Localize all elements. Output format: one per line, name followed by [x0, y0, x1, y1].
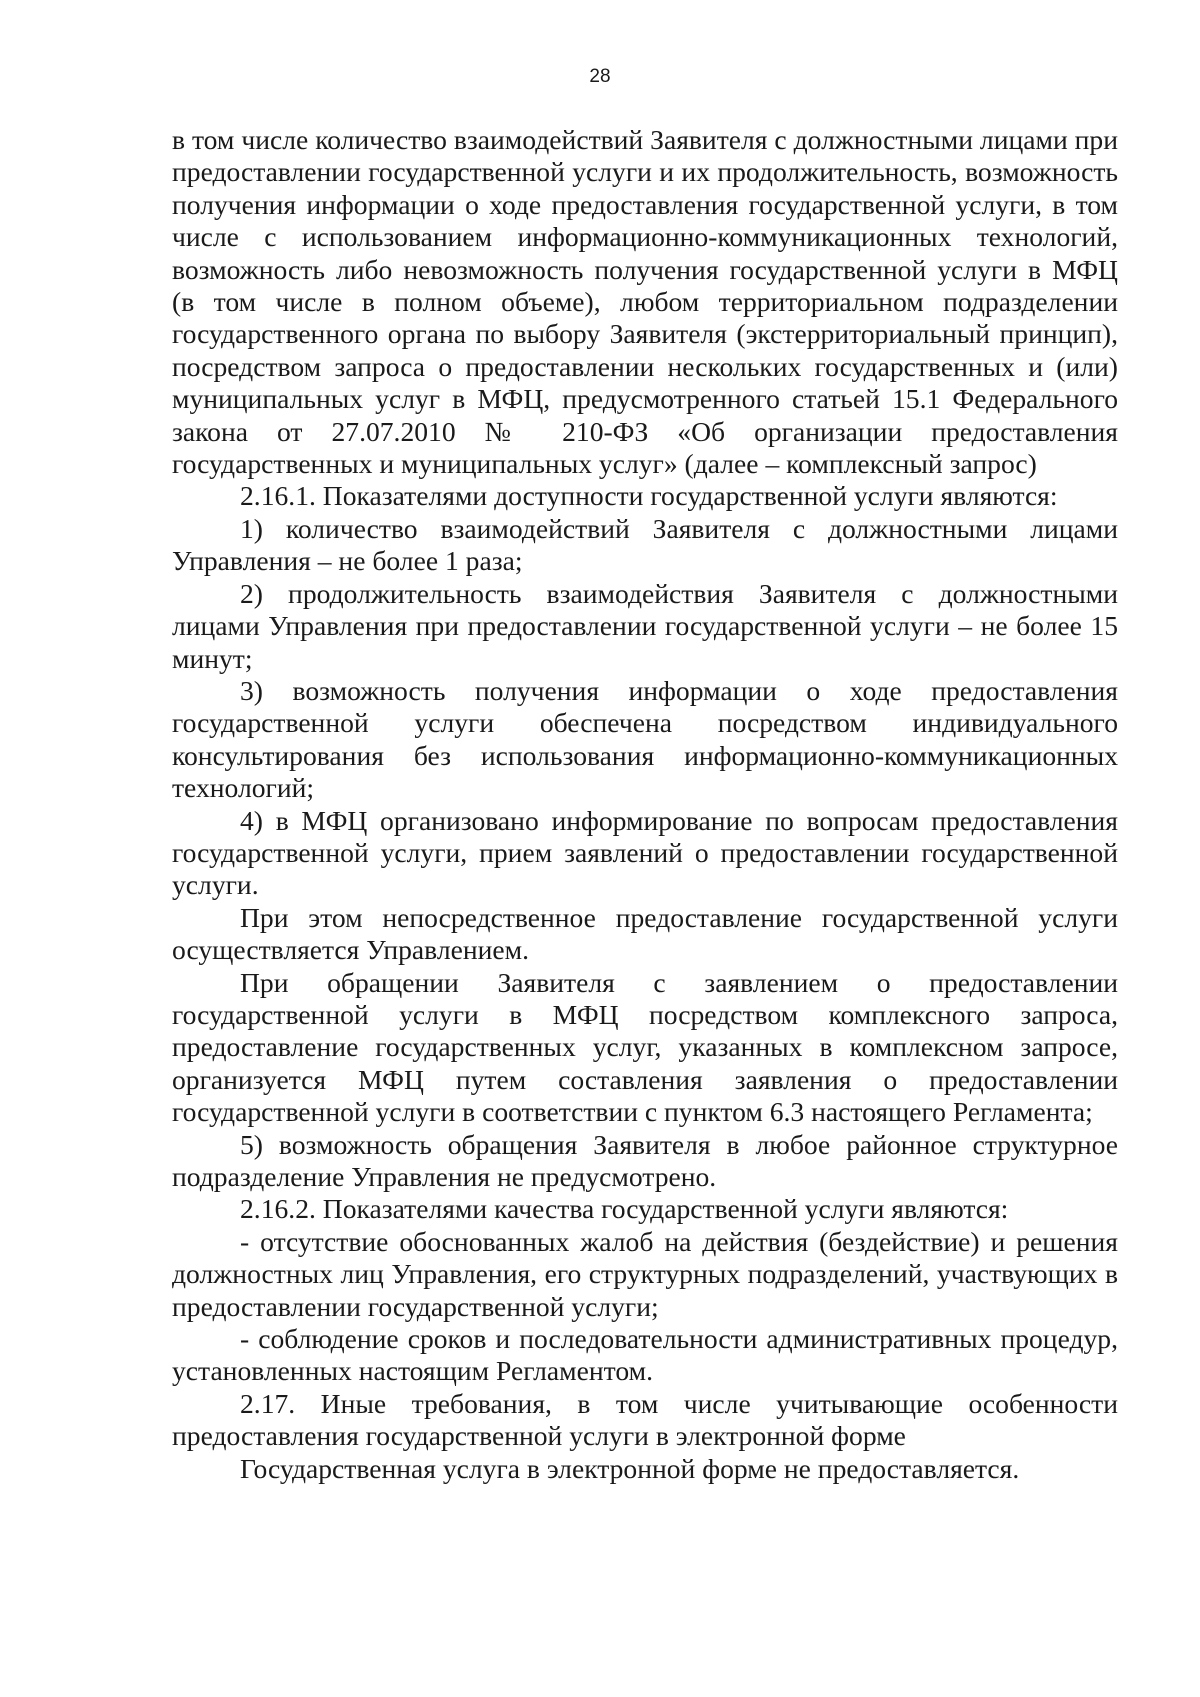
paragraph-quality-deadlines: - соблюдение сроков и последовательности административных процедур, установленных настоящим Регламентом.	[172, 1323, 1118, 1387]
paragraph-2-16-2-heading: 2.16.2. Показателями качества государственной услуги являются:	[240, 1193, 1009, 1225]
paragraph-quality-complaints: - отсутствие обоснованных жалоб на действия (бездействие) и решения должностных лиц Управления, его структурных подразделений, участвующих в предоставлении государственной услуги;	[172, 1225, 1118, 1322]
paragraph-item-3: 3) возможность получения информации о ходе предоставления государственной услуги обеспечена посредством индивидуального консультирования без использования информационно-коммуникационных технологий;	[172, 674, 1118, 804]
paragraph-2-17-heading: 2.17. Иные требования, в том числе учитывающие особенности предоставления государственной услуги в электронной форме	[172, 1387, 1118, 1452]
paragraph-intro: в том числе количество взаимодействий Заявителя с должностными лицами при предоставлении государственной услуги и их продолжительность, возможность получения информации о ходе предоставления государственной услуги, в том числе с использованием информационно-коммуникационных технологий, возможность либо невозможность получения государственной услуги в МФЦ (в том числе в полном объеме), любом территориальном подразделении государственного органа по выбору Заявителя (экстерриториальный принцип), посредством запроса о предоставлении нескольких государственных и (или) муниципальных услуг в МФЦ, предусмотренного статьей 15.1 Федерального закона от 27.07.2010 № 210-ФЗ «Об организации предоставления государственных и муниципальных услуг» (далее – комплексный запрос)	[172, 124, 1118, 480]
paragraph-item-2: 2) продолжительность взаимодействия Заявителя с должностными лицами Управления при предоставлении государственной услуги – не более 15 минут;	[172, 577, 1118, 674]
paragraph-item-4: 4) в МФЦ организовано информирование по вопросам предоставления государственной услуги, прием заявлений о предоставлении государственной услуги.	[172, 804, 1118, 901]
paragraph-item-1: 1) количество взаимодействий Заявителя с должностными лицами Управления – не более 1 раза;	[172, 512, 1118, 577]
document-body	[172, 124, 1118, 1485]
paragraph-2-16-1-heading: 2.16.1. Показателями доступности государственной услуги являются:	[240, 480, 1058, 512]
paragraph-electronic-form: Государственная услуга в электронной форме не предоставляется.	[240, 1452, 1020, 1484]
paragraph-direct-provision: При этом непосредственное предоставление государственной услуги осуществляется Управлением.	[172, 901, 1118, 966]
paragraph-complex-request: При обращении Заявителя с заявлением о предоставлении государственной услуги в МФЦ посредством комплексного запроса, предоставление государственных услуг, указанных в комплексном запросе, организуется МФЦ путем составления заявления о предоставлении государственной услуги в соответствии с пунктом 6.3 настоящего Регламента;	[172, 966, 1118, 1128]
paragraph-item-5: 5) возможность обращения Заявителя в любое районное структурное подразделение Управления не предусмотрено.	[172, 1128, 1118, 1192]
page-number: 28	[589, 66, 611, 87]
